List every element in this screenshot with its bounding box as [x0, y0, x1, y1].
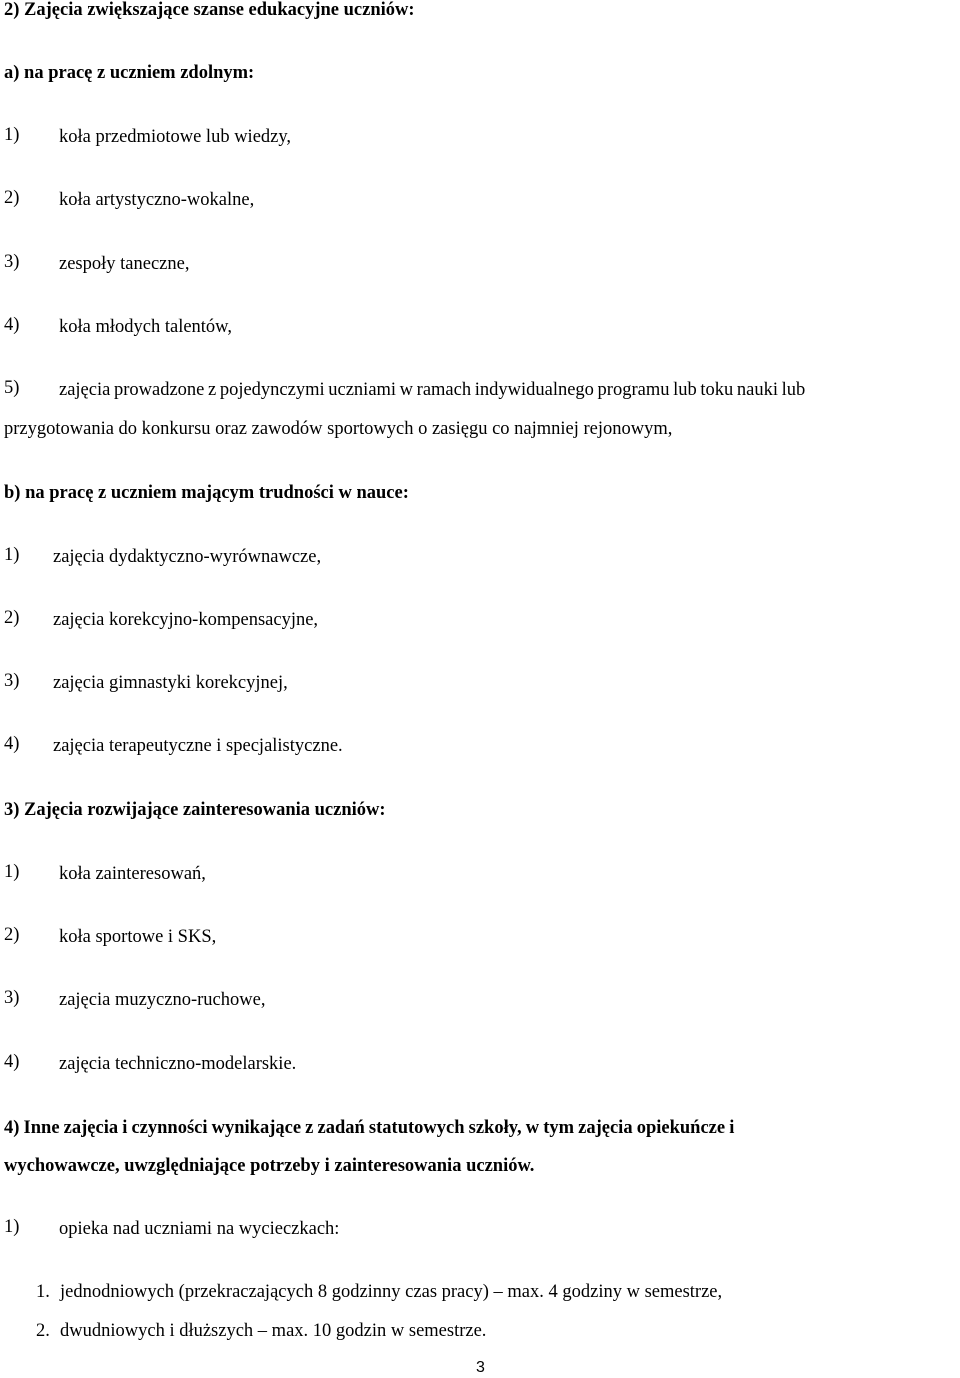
list-text: zajęcia muzyczno-ruchowe, [59, 990, 266, 1010]
list-text: zajęcia techniczno-modelarskie. [59, 1054, 297, 1074]
list-number: 1) [4, 545, 20, 565]
list-text: zajęcia dydaktyczno-wyrównawcze, [53, 547, 322, 567]
section-4-heading: 4) Inne zajęcia i czynności wynikające z zadań statutowych szkoły, w tym zajęcia opiekuńcze i [4, 1118, 735, 1138]
list-text: zespoły taneczne, [59, 254, 190, 274]
list-number: 3) [4, 671, 20, 691]
list-number: 1) [4, 125, 20, 145]
list-number: 4) [4, 1052, 20, 1072]
list-number: 3) [4, 988, 20, 1008]
page-number: 3 [476, 1359, 485, 1376]
list-text: koła przedmiotowe lub wiedzy, [59, 127, 292, 147]
list-text-continuation: przygotowania do konkursu oraz zawodów sportowych o zasięgu co najmniej rejonowym, [4, 419, 673, 439]
list-number: 4) [4, 315, 20, 335]
list-text: zajęcia prowadzone z pojedynczymi uczniami w ramach indywidualnego programu lub toku nauki lub [59, 380, 806, 400]
list-number: 4) [4, 734, 20, 754]
list-text: koła artystyczno-wokalne, [59, 190, 255, 210]
list-text: zajęcia gimnastyki korekcyjnej, [53, 673, 288, 693]
section-4-heading-continuation: wychowawcze, uwzględniające potrzeby i zainteresowania uczniów. [4, 1156, 535, 1176]
sub-list-number: 2. [36, 1321, 50, 1341]
section-3-heading: 3) Zajęcia rozwijające zainteresowania uczniów: [4, 800, 386, 820]
list-text: opieka nad uczniami na wycieczkach: [59, 1219, 340, 1239]
list-number: 2) [4, 608, 20, 628]
list-number: 2) [4, 188, 20, 208]
section-2-heading: 2) Zajęcia zwiększające szanse edukacyjne uczniów: [4, 0, 415, 20]
list-number: 1) [4, 1217, 20, 1237]
list-text: koła zainteresowań, [59, 864, 206, 884]
sub-list-text: dwudniowych i dłuższych – max. 10 godzin w semestrze. [60, 1321, 487, 1341]
list-number: 3) [4, 252, 20, 272]
list-number: 2) [4, 925, 20, 945]
list-text: zajęcia korekcyjno-kompensacyjne, [53, 610, 319, 630]
list-text: koła młodych talentów, [59, 317, 232, 337]
list-text: koła sportowe i SKS, [59, 927, 217, 947]
list-number: 5) [4, 378, 20, 398]
sub-list-number: 1. [36, 1282, 50, 1302]
subsection-b-heading: b) na pracę z uczniem mającym trudności w nauce: [4, 483, 409, 503]
sub-list-text: jednodniowych (przekraczających 8 godzinny czas pracy) – max. 4 godziny w semestrze, [60, 1282, 723, 1302]
list-text: zajęcia terapeutyczne i specjalistyczne. [53, 736, 343, 756]
subsection-a-heading: a) na pracę z uczniem zdolnym: [4, 63, 255, 83]
list-number: 1) [4, 862, 20, 882]
